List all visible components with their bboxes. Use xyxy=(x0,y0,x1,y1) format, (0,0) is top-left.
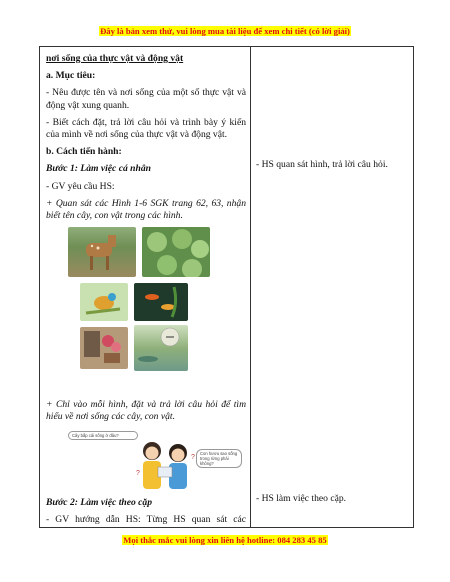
student-note-1: - HS quan sát hình, trả lời câu hỏi. xyxy=(256,159,388,170)
step1-line-1: - GV yêu cầu HS: xyxy=(46,180,115,192)
speech-bubble-1: Cây bắp cải sống ở đâu? xyxy=(68,431,138,440)
cabbage-photo xyxy=(142,227,210,277)
step1-line-3: + Chỉ vào mỗi hình, đặt và trả lời câu hỏi để tìm hiểu về nơi sống các cây, con vật. xyxy=(46,399,246,423)
step1-line-2: + Quan sát các Hình 1-6 SGK trang 62, 63, nhận biết tên cây, con vật trong các hình. xyxy=(46,197,246,222)
textbook-photos xyxy=(46,227,246,391)
goal-item-1: - Nêu được tên và nơi sống của một số thực vật và động vật xung quanh. xyxy=(46,87,246,111)
students-illustration xyxy=(46,429,246,491)
flower-pot-photo xyxy=(80,327,128,369)
column-divider xyxy=(250,47,251,527)
student-note-2: - HS làm việc theo cặp. xyxy=(256,493,347,504)
bird-photo xyxy=(80,283,128,321)
speech-bubble-2: Con hươu sao sống trong rừng phải không? xyxy=(196,449,242,468)
fish-photo xyxy=(134,283,188,321)
preview-banner: Đây là bản xem thử, vui lòng mua tài liệu để xem chi tiết (có lời giải) xyxy=(100,26,350,36)
step2-line-1: - GV hướng dẫn HS: Từng HS quan sát các xyxy=(46,513,246,525)
hotline-banner: Mọi thắc mắc vui lòng xin liên hệ hotline: 084 283 45 85 xyxy=(123,535,327,545)
pond-photo xyxy=(134,325,188,371)
lesson-table xyxy=(39,46,414,528)
teacher-column xyxy=(46,53,246,531)
goal-title: a. Mục tiêu: xyxy=(46,70,96,82)
svg-text:?: ? xyxy=(191,453,195,461)
step1-title: Bước 1: Làm việc cá nhân xyxy=(46,163,151,175)
students-drawing xyxy=(46,429,246,491)
svg-text:?: ? xyxy=(136,469,140,477)
deer-photo xyxy=(68,227,136,277)
section-heading: nơi sống của thực vật và động vật xyxy=(46,53,184,64)
method-title: b. Cách tiến hành: xyxy=(46,146,122,158)
goal-item-2: - Biết cách đặt, trả lời câu hỏi và trình bày ý kiến của mình về nơi sống của thực vật và động vật. xyxy=(46,116,246,141)
step2-title: Bước 2: Làm việc theo cặp xyxy=(46,496,153,508)
